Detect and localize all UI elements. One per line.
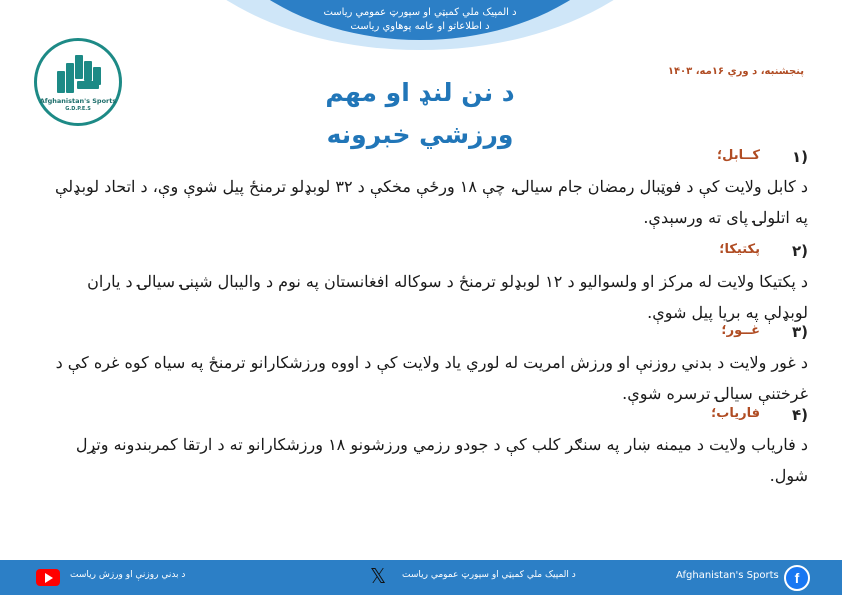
item-number: ۴) (791, 406, 808, 424)
item-body: د غور ولایت د بدني روزنې او ورزش امریت له لوري یاد ولایت کې د اووه ورزشکارانو ترمنځ په سیاه کوه غره کې د غرختنې سیالۍ ترسره شوې. (55, 353, 808, 403)
header-line-2: د اطلاعاتو او عامه پوهاوي ریاست (350, 21, 490, 32)
item-title: کــابل؛ (716, 148, 760, 163)
item-body: د فاریاب ولایت د میمنه ښار په سنګر کلب کې د جودو رزمي ورزشونو ۱۸ ورزشکارانو ته د ارتقا کمربندونه وتړل شول. (75, 435, 808, 485)
item-number: ۲) (791, 242, 808, 260)
page-title-line-2: ورزشي خبرونه (326, 120, 514, 149)
top-header (270, 6, 570, 34)
x-icon[interactable]: 𝕏 (370, 564, 387, 588)
header-line-1: د المپیک ملي کمېټي او سپورټ عمومي ریاست (323, 7, 517, 18)
item-title: پکتیکا؛ (719, 242, 760, 257)
logo (34, 38, 122, 126)
item-number: ۱) (791, 148, 808, 166)
facebook-link[interactable]: Afghanistan's Sports (676, 570, 779, 581)
facebook-icon[interactable]: f (784, 565, 810, 591)
item-title: فاریاب؛ (711, 406, 760, 421)
item-number: ۳) (791, 323, 808, 341)
item-body: د پکتیکا ولایت له مرکز او ولسوالیو د ۱۲ لوبډلو ترمنځ د سوکاله افغانستان په نوم د والیبال شپنۍ سیالۍ د یاران لوبډلې په بریا پیل شوې. (87, 272, 808, 322)
footer-bar (0, 560, 842, 595)
item-body: د کابل ولایت کې د فوټبال رمضان جام سیالۍ، چې ۱۸ ورځې مخکې د ۳۲ لوبډلو ترمنځ پیل شوې وې، د اتحاد لوبډلې په اتلولۍ پای ته ورسېدې. (54, 177, 808, 227)
page-title-line-1: د نن لنډ او مهم (325, 78, 515, 107)
logo-caption: Afghanistan's Sports (39, 97, 117, 105)
x-link[interactable]: د المپیک ملي کمېټي او سپورټ عمومي ریاست (402, 570, 576, 580)
date: پنجشنبه، د وري ۱۶مه، ۱۴۰۳ (667, 66, 804, 77)
youtube-icon[interactable] (36, 569, 60, 586)
youtube-link[interactable]: د بدني روزنې او ورزش ریاست (70, 570, 186, 580)
logo-subcaption: G.D.P.E.S (65, 106, 91, 112)
item-title: غــور؛ (721, 323, 760, 338)
